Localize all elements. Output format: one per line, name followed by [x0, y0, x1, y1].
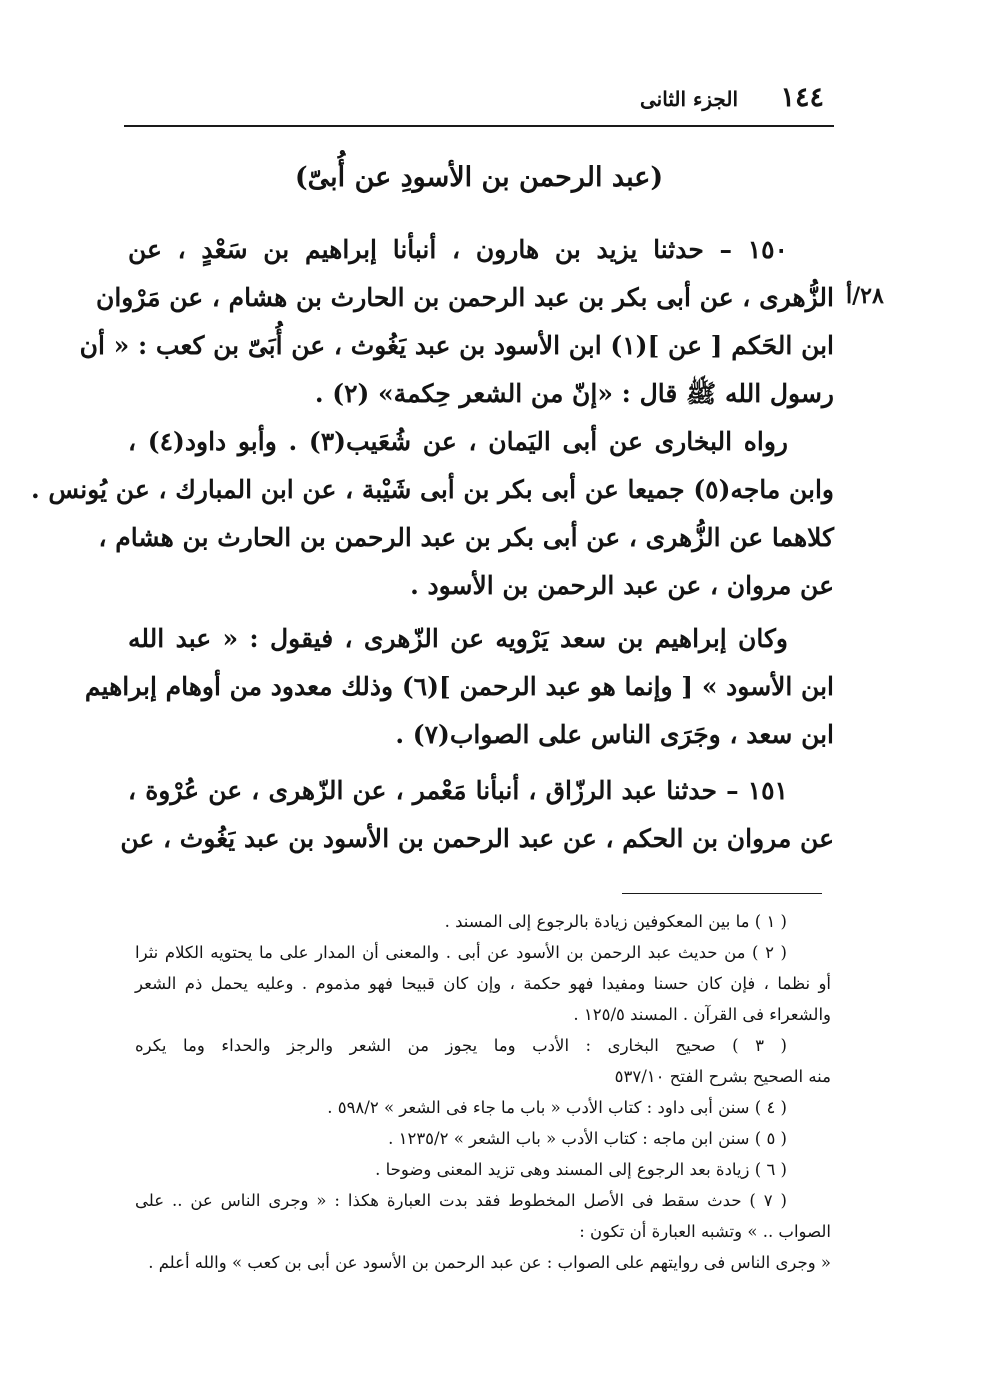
footnote-2-continued: والشعراء فى القرآن . المسند ١٢٥/٥ .: [573, 1005, 831, 1024]
page-number: ١٤٤: [780, 82, 824, 113]
text-line: ابن الحَكم [ عن ](١) ابن الأسود بن عبد يَغُوث ، عن أُبَىّ بن كعب : « أن: [79, 331, 834, 360]
text-line: وكان إبراهيم بن سعد يَرْويه عن الزّهرى ، فيقول : « عبد الله: [128, 624, 788, 653]
footnote-4: ( ٤ ) سنن أبى داود : كتاب الأدب « باب ما جاء فى الشعر » ٥٩٨/٢ .: [327, 1098, 787, 1117]
footnote-3: ( ٣ ) صحيح البخارى : الأدب وما يجوز من الشعر والرجز والحداء وما يكره: [135, 1036, 787, 1055]
footnote-2: ( ٢ ) من حديث عبد الرحمن بن الأسود عن أبى . والمعنى أن المدار على ما يحتويه الكلام نثرا: [135, 943, 787, 962]
paragraph-note: [84, 615, 834, 759]
text-line: عن مروان ، عن عبد الرحمن بن الأسود .: [410, 571, 834, 600]
text-line: الزُّهرى ، عن أبى بكر بن عبد الرحمن بن الحارث بن هشام ، عن مَرْوان: [95, 283, 834, 312]
footnote-5: ( ٥ ) سنن ابن ماجه : كتاب الأدب « باب الشعر » ١٢٣٥/٢ .: [388, 1129, 787, 1148]
footnote-1: ( ١ ) ما بين المعكوفين زيادة بالرجوع إلى المسند .: [444, 912, 787, 931]
footnotes: [135, 906, 831, 1278]
footnote-7-continued: الصواب .. » وتشبه العبارة أن تكون :: [579, 1222, 831, 1241]
footnote-3-continued: منه الصحيح بشرح الفتح ٥٣٧/١٠: [614, 1067, 831, 1086]
text-line: وابن ماجه(٥) جميعا عن أبى بكر بن أبى شَيْبة ، عن ابن المبارك ، عن يُونس .: [30, 475, 834, 504]
paragraph-hadith-151: [120, 767, 834, 863]
paragraph-commentary: [30, 418, 834, 610]
text-line: كلاهما عن الزُّهرى ، عن أبى بكر بن عبد الرحمن بن الحارث بن هشام ،: [98, 523, 834, 552]
text-line: رواه البخارى عن أبى اليَمان ، عن شُعَيب(٣) . وأبو داود(٤) ،: [128, 427, 788, 456]
running-header: [124, 82, 824, 122]
footnote-6: ( ٦ ) زيادة بعد الرجوع إلى المسند وهى تزيد المعنى وضوحا .: [375, 1160, 787, 1179]
text-line: ١٥٠ – حدثنا يزيد بن هارون ، أنبأنا إبراهيم بن سَعْدٍ ، عن: [128, 235, 788, 264]
paragraph-hadith-150: [79, 226, 834, 418]
section-title: (عبد الرحمن بن الأسودِ عن أُبىّ): [294, 162, 664, 193]
text-line: ١٥١ – حدثنا عبد الرزّاق ، أنبأنا مَعْمر ، عن الزّهرى ، عن عُرْوة ،: [128, 776, 788, 805]
header-rule: [124, 125, 834, 127]
text-line: رسول الله ﷺ قال : «إنّ من الشعر حِكمة» (٢) .: [314, 379, 834, 408]
margin-reference: ٢٨/أ: [846, 283, 884, 309]
volume-label: الجزء الثانى: [640, 87, 738, 111]
footnote-2-continued: أو نظما ، فإن كان حسنا ومفيدا فهو حكمة ، وإن كان قبيحا فهو مذموم . وعليه يحمل ذم الشعر: [135, 974, 831, 993]
footnote-rule: [622, 893, 822, 894]
text-line: ابن الأسود » [ وإنما هو عبد الرحمن ](٦) وذلك معدود من أوهام إبراهيم: [84, 672, 834, 701]
footnote-7: ( ٧ ) حدث سقط فى الأصل المخطوط فقد بدت العبارة هكذا : « وجرى الناس عن .. على: [135, 1191, 787, 1210]
text-line: عن مروان بن الحكم ، عن عبد الرحمن بن الأسود بن عبد يَغُوث ، عن: [120, 824, 834, 853]
footnote-7-quote: « وجرى الناس فى روايتهم على الصواب : عن عبد الرحمن بن الأسود عن أبى بن كعب » والله أعلم .: [148, 1253, 831, 1272]
text-line: ابن سعد ، وجَرَى الناس على الصواب(٧) .: [395, 720, 834, 749]
